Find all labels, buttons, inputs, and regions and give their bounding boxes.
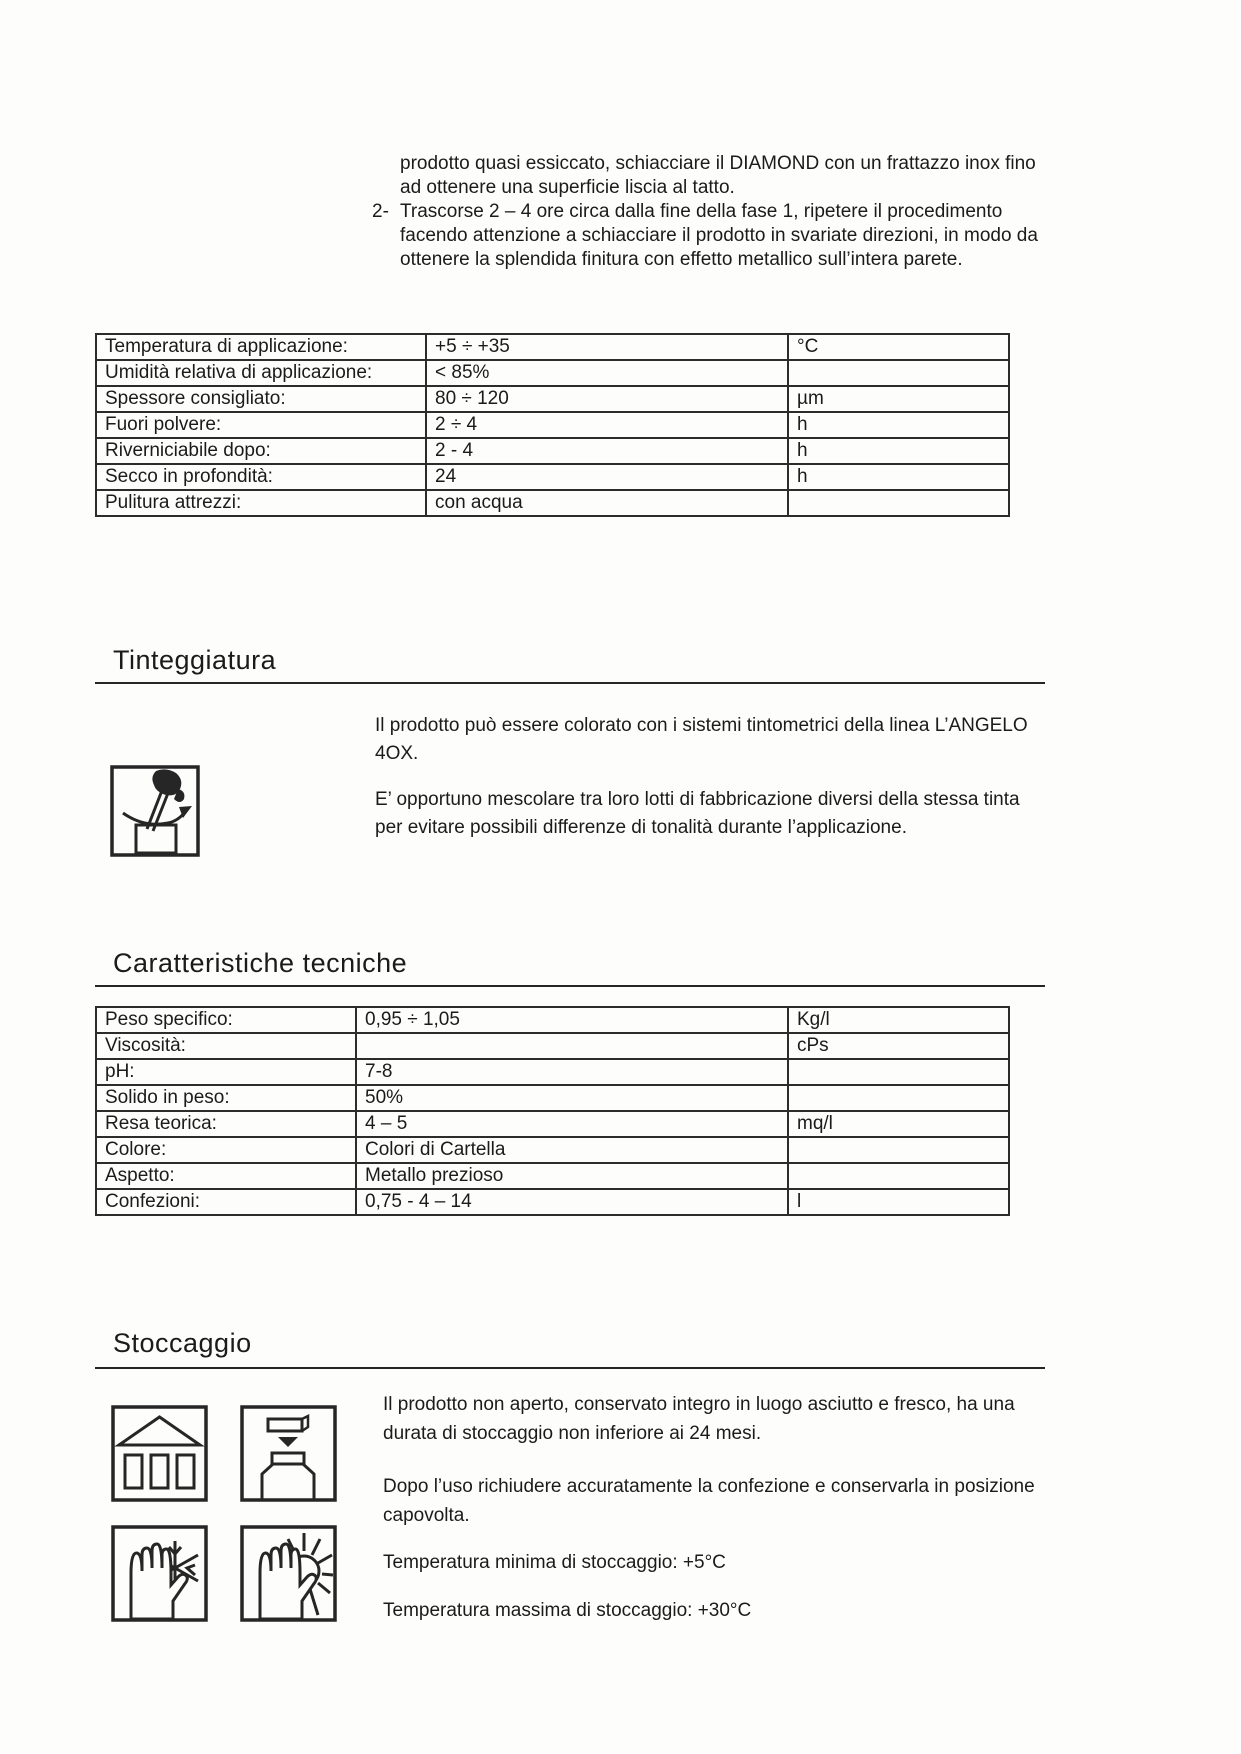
intro-item2	[372, 200, 1038, 224]
technical-characteristics-table	[95, 1006, 1010, 1216]
spec-label-cell: Spessore consigliato:	[96, 386, 426, 412]
spec-unit-cell: cPs	[788, 1033, 1009, 1059]
spec-label-cell: Resa teorica:	[96, 1111, 356, 1137]
text-line: Dopo l’uso richiudere accuratamente la confezione e conservarla in posizione	[383, 1476, 1035, 1497]
stoccaggio-text	[383, 1390, 1053, 1625]
spec-value-cell: 0,75 - 4 – 14	[356, 1189, 788, 1215]
spec-value-cell	[356, 1033, 788, 1059]
table-row	[96, 464, 1009, 490]
spec-label-cell: Peso specifico:	[96, 1007, 356, 1033]
spec-value-cell: Colori di Cartella	[356, 1137, 788, 1163]
spec-label-cell: Fuori polvere:	[96, 412, 426, 438]
spec-label-cell: Temperatura di applicazione:	[96, 334, 426, 360]
section-heading-stoccaggio: Stoccaggio	[113, 1328, 252, 1358]
intro-item2-line: ottenere la splendida finitura con effetto metallico sull’intera parete.	[400, 249, 963, 270]
spec-value-cell: 24	[426, 464, 788, 490]
spec-unit-cell: mq/l	[788, 1111, 1009, 1137]
spec-unit-cell	[788, 1163, 1009, 1189]
table-row	[96, 1059, 1009, 1085]
spec-value-cell: 7-8	[356, 1059, 788, 1085]
text-line: 4OX.	[375, 743, 419, 764]
storage-temp-min: Temperatura minima di stoccaggio: +5°C	[383, 1552, 726, 1573]
spec-unit-cell	[788, 1085, 1009, 1111]
intro-list	[372, 152, 1038, 272]
section-divider	[95, 682, 1045, 684]
hand-frost-icon	[111, 1525, 208, 1622]
intro-item1-line: ad ottenere una superficie liscia al tatto.	[400, 177, 735, 198]
text-line: E’ opportuno mescolare tra loro lotti di fabbricazione diversi della stessa tinta	[375, 789, 1020, 810]
spec-value-cell: 0,95 ÷ 1,05	[356, 1007, 788, 1033]
section-divider	[95, 985, 1045, 987]
spec-label-cell: Pulitura attrezzi:	[96, 490, 426, 516]
table-row	[96, 438, 1009, 464]
text-line: Il prodotto può essere colorato con i sistemi tintometrici della linea L’ANGELO	[375, 715, 1028, 736]
table-row	[96, 1085, 1009, 1111]
spec-unit-cell: µm	[788, 386, 1009, 412]
text-line: durata di stoccaggio non inferiore ai 24 mesi.	[383, 1423, 762, 1444]
spec-unit-cell	[788, 360, 1009, 386]
spec-label-cell: Confezioni:	[96, 1189, 356, 1215]
spec-value-cell: 4 – 5	[356, 1111, 788, 1137]
spec-unit-cell: h	[788, 464, 1009, 490]
storage-temp-max: Temperatura massima di stoccaggio: +30°C	[383, 1600, 752, 1621]
text-line: Il prodotto non aperto, conservato integro in luogo asciutto e fresco, ha una	[383, 1394, 1015, 1415]
paragraph	[383, 1390, 1053, 1448]
house-storage-icon	[111, 1405, 208, 1502]
paint-mixing-icon	[110, 765, 200, 857]
spec-unit-cell: l	[788, 1189, 1009, 1215]
spec-value-cell: +5 ÷ +35	[426, 334, 788, 360]
paragraph	[375, 786, 1040, 842]
spec-label-cell: Viscosità:	[96, 1033, 356, 1059]
spec-value-cell: con acqua	[426, 490, 788, 516]
bottle-upside-down-icon	[240, 1405, 337, 1502]
spec-value-cell: 80 ÷ 120	[426, 386, 788, 412]
table-row	[96, 1007, 1009, 1033]
spec-unit-cell	[788, 490, 1009, 516]
spec-label-cell: Umidità relativa di applicazione:	[96, 360, 426, 386]
list-number: 2-	[372, 201, 389, 222]
spec-unit-cell	[788, 1059, 1009, 1085]
intro-item1-line: prodotto quasi essiccato, schiacciare il DIAMOND con un frattazzo inox fino	[400, 153, 1036, 174]
spec-value-cell: < 85%	[426, 360, 788, 386]
paragraph	[383, 1472, 1053, 1530]
table-row	[96, 1111, 1009, 1137]
spec-value-cell: 2 ÷ 4	[426, 412, 788, 438]
paragraph	[375, 712, 1040, 768]
spec-label-cell: Riverniciabile dopo:	[96, 438, 426, 464]
table-row	[96, 334, 1009, 360]
spec-unit-cell: h	[788, 438, 1009, 464]
table-row	[96, 386, 1009, 412]
spec-label-cell: Solido in peso:	[96, 1085, 356, 1111]
hand-sun-icon	[240, 1525, 337, 1622]
intro-item2-line: facendo attenzione a schiacciare il prodotto in svariate direzioni, in modo da	[400, 225, 1038, 246]
table-row	[96, 412, 1009, 438]
tinteggiatura-text	[375, 712, 1040, 842]
text-line: per evitare possibili differenze di tonalità durante l’applicazione.	[375, 817, 907, 838]
section-heading-tinteggiatura: Tinteggiatura	[113, 645, 277, 675]
spec-unit-cell: Kg/l	[788, 1007, 1009, 1033]
table-row	[96, 1137, 1009, 1163]
table-row	[96, 490, 1009, 516]
section-divider	[95, 1367, 1045, 1369]
table-row	[96, 1163, 1009, 1189]
section-heading-caratteristiche: Caratteristiche tecniche	[113, 948, 408, 978]
spec-value-cell: 50%	[356, 1085, 788, 1111]
text-line: capovolta.	[383, 1505, 470, 1526]
spec-unit-cell	[788, 1137, 1009, 1163]
spec-unit-cell: h	[788, 412, 1009, 438]
intro-item2-line: Trascorse 2 – 4 ore circa dalla fine della fase 1, ripetere il procedimento	[400, 201, 1003, 222]
spec-label-cell: Secco in profondità:	[96, 464, 426, 490]
spec-value-cell: Metallo prezioso	[356, 1163, 788, 1189]
table-row	[96, 360, 1009, 386]
spec-value-cell: 2 - 4	[426, 438, 788, 464]
spec-unit-cell: °C	[788, 334, 1009, 360]
spec-label-cell: Colore:	[96, 1137, 356, 1163]
application-conditions-table	[95, 333, 1010, 517]
spec-label-cell: Aspetto:	[96, 1163, 356, 1189]
spec-label-cell: pH:	[96, 1059, 356, 1085]
table-row	[96, 1189, 1009, 1215]
table-row	[96, 1033, 1009, 1059]
